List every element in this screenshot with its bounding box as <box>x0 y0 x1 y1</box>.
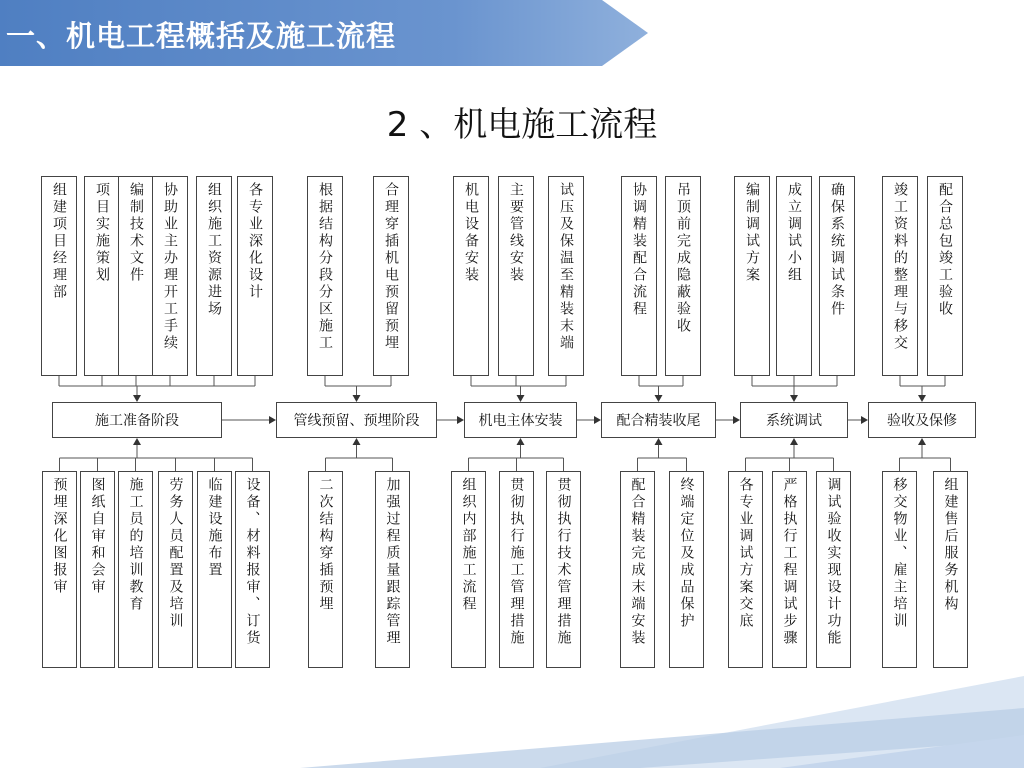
top-item-box-label: 编制调试方案 <box>744 182 760 284</box>
top-item-box-label: 项目实施策划 <box>94 182 110 284</box>
stage-box: 机电主体安装 <box>464 402 577 438</box>
stage-box: 验收及保修 <box>868 402 976 438</box>
header-title: 一、机电工程概括及施工流程 <box>6 19 397 53</box>
top-item-box-label: 协调精装配合流程 <box>631 182 647 318</box>
top-item-box-label: 吊顶前完成隐蔽验收 <box>675 182 691 335</box>
bottom-item-box-label: 配合精装完成末端安装 <box>629 477 646 647</box>
bottom-item-box-label: 贯彻执行施工管理措施 <box>508 477 525 647</box>
bottom-item-box-label: 图纸自审和会审 <box>89 477 106 596</box>
top-item-box-label: 各专业深化设计 <box>247 182 263 301</box>
stage-box: 管线预留、预埋阶段 <box>276 402 437 438</box>
bottom-item-box-label: 组织内部施工流程 <box>460 477 477 613</box>
bottom-item-box-label: 移交物业、雇主培训 <box>891 477 908 630</box>
bottom-item-box-label: 贯彻执行技术管理措施 <box>555 477 572 647</box>
top-item-box-label: 合理穿插机电预留预埋 <box>383 182 399 352</box>
top-item-box-label: 组建项目经理部 <box>51 182 67 301</box>
stage-box: 配合精装收尾 <box>601 402 716 438</box>
bottom-item-box-label: 加强过程质量跟踪管理 <box>384 477 401 647</box>
bottom-item-box-label: 预埋深化图报审 <box>51 477 68 596</box>
stage-box: 系统调试 <box>740 402 848 438</box>
stage-box: 施工准备阶段 <box>52 402 222 438</box>
top-item-box-label: 确保系统调试条件 <box>829 182 845 318</box>
top-item-box-label: 主要管线安装 <box>508 182 524 284</box>
bottom-item-box-label: 调试验收实现设计功能 <box>825 477 842 647</box>
top-item-box-label: 组织施工资源进场 <box>206 182 222 318</box>
bottom-item-box-label: 组建售后服务机构 <box>942 477 959 613</box>
top-item-box-label: 试压及保温至精装末端 <box>558 182 574 352</box>
bottom-item-box-label: 二次结构穿插预埋 <box>317 477 334 613</box>
bottom-item-box-label: 终端定位及成品保护 <box>678 477 695 630</box>
top-item-box-label: 根据结构分段分区施工 <box>317 182 333 352</box>
bottom-item-box-label: 临建设施布置 <box>206 477 223 579</box>
top-item-box-label: 机电设备安装 <box>463 182 479 284</box>
top-item-box-label: 竣工资料的整理与移交 <box>892 182 908 352</box>
top-item-box-label: 配合总包竣工验收 <box>937 182 953 318</box>
top-item-box-label: 成立调试小组 <box>786 182 802 284</box>
bottom-item-box-label: 劳务人员配置及培训 <box>167 477 184 630</box>
top-item-box-label: 协助业主办理开工手续 <box>162 182 178 352</box>
bottom-item-box-label: 严格执行工程调试步骤 <box>781 477 798 647</box>
top-item-box-label: 编制技术文件 <box>128 182 144 284</box>
bottom-item-box-label: 各专业调试方案交底 <box>737 477 754 630</box>
bottom-item-box-label: 设备、材料报审、订货 <box>244 477 261 647</box>
diagram-subtitle: 2 、机电施工流程 <box>386 105 658 145</box>
bottom-item-box-label: 施工员的培训教育 <box>127 477 144 613</box>
